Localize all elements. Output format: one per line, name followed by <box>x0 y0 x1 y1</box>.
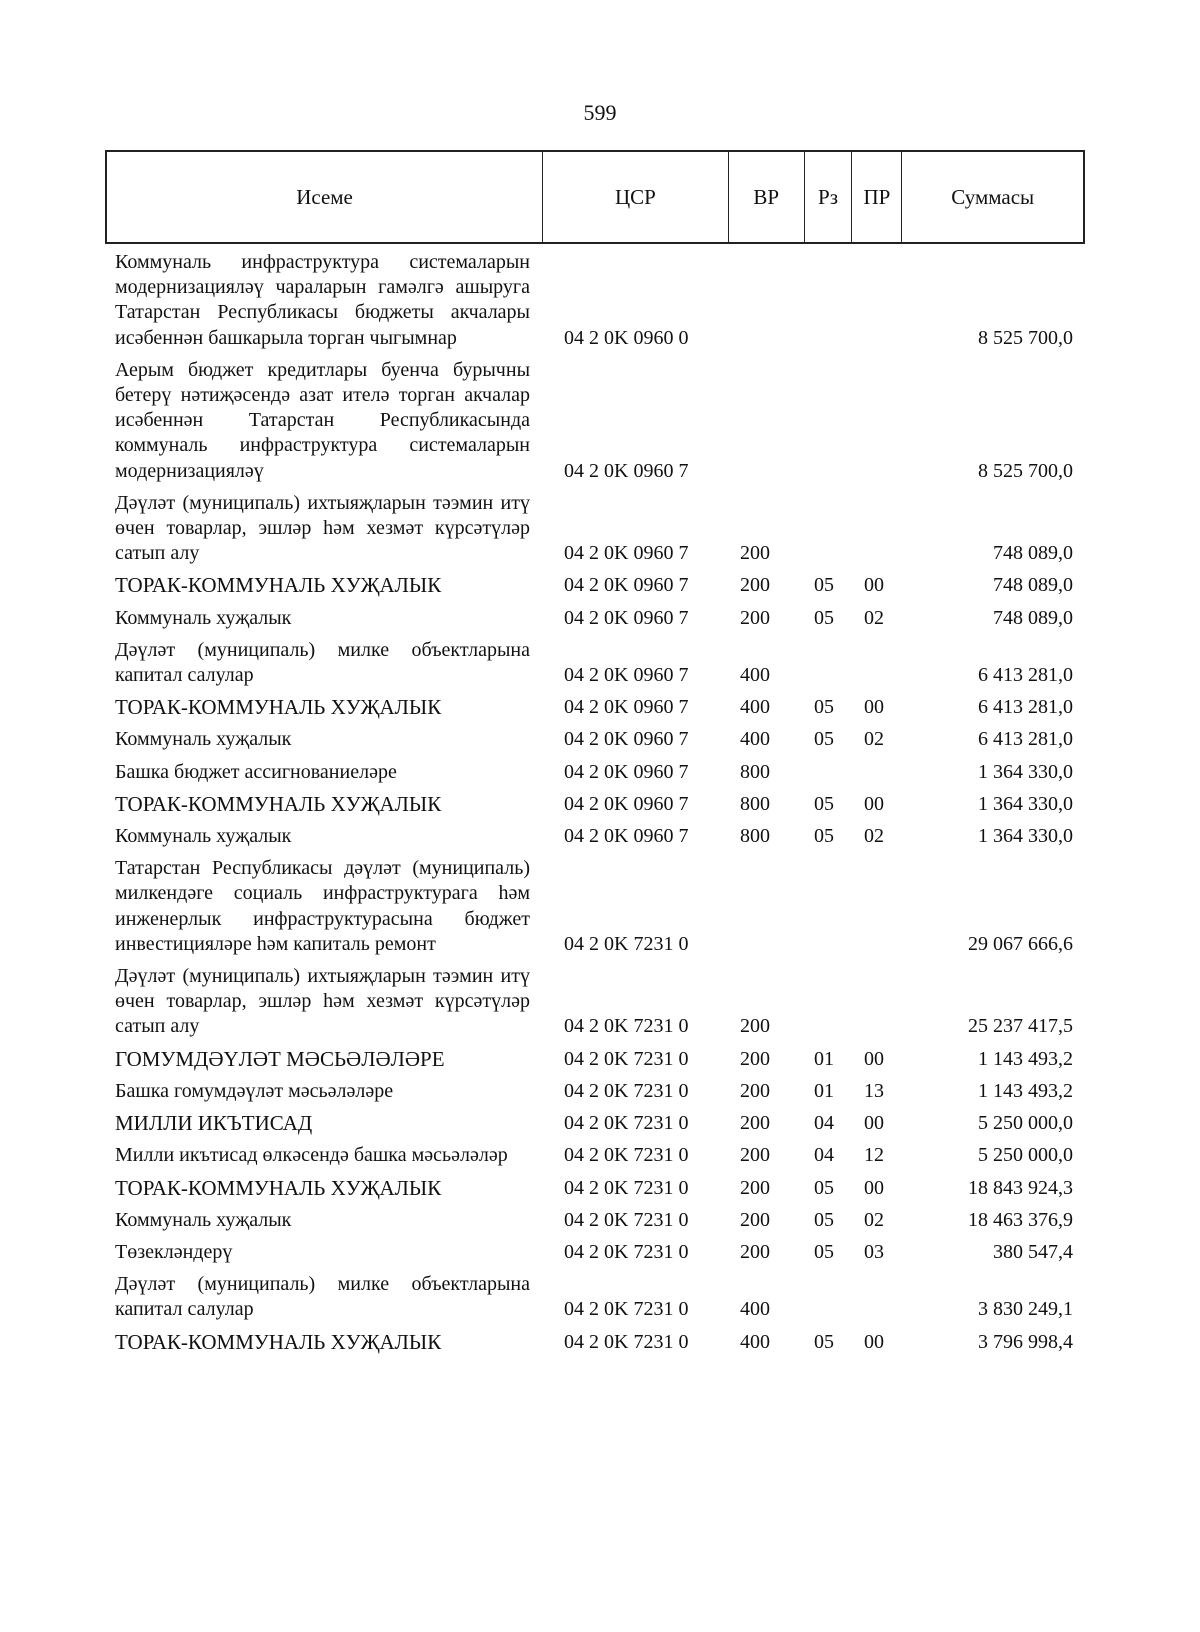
cell-pr: 00 <box>864 574 884 597</box>
cell-csr: 04 2 0K 7231 0 <box>564 1015 689 1038</box>
cell-pr: 02 <box>864 728 884 751</box>
cell-vr: 200 <box>740 606 770 629</box>
cell-csr: 04 2 0K 7231 0 <box>564 1079 689 1102</box>
cell-pr: 02 <box>864 606 884 629</box>
cell-vr: 200 <box>740 1240 770 1263</box>
table-row <box>105 727 1085 752</box>
cell-rz: 05 <box>814 1176 834 1199</box>
cell-vr: 400 <box>740 696 770 719</box>
cell-csr: 04 2 0K 7231 0 <box>564 932 689 955</box>
cell-sum: 1 143 493,2 <box>978 1047 1073 1070</box>
cell-sum: 1 143 493,2 <box>978 1079 1073 1102</box>
cell-vr: 400 <box>740 728 770 751</box>
cell-rz: 05 <box>814 1208 834 1231</box>
cell-pr: 00 <box>864 792 884 815</box>
cell-name: ТОРАК-КОММУНАЛЬ ХУҖАЛЫК <box>115 695 442 720</box>
cell-rz: 04 <box>814 1112 834 1135</box>
cell-csr: 04 2 0K 7231 0 <box>564 1112 689 1135</box>
cell-name: ТОРАК-КОММУНАЛЬ ХУҖАЛЫК <box>115 573 442 598</box>
header-name: Исеме <box>107 152 543 242</box>
cell-name: Коммуналь инфраструктура системаларын модернизацияләү чараларын гамәлгә ашыруга Татарстан Республикасы бюджеты акчалары исәбеннән башкарыла торган чыгымнар <box>115 251 530 349</box>
cell-csr: 04 2 0K 0960 7 <box>564 459 689 482</box>
table-row <box>105 358 1085 484</box>
cell-name: Башка гомумдәүләт мәсьәләләре <box>115 1079 394 1102</box>
cell-rz: 01 <box>814 1047 834 1070</box>
table-row <box>105 1143 1085 1168</box>
cell-pr: 00 <box>864 1176 884 1199</box>
cell-name: ТОРАК-КОММУНАЛЬ ХУҖАЛЫК <box>115 1175 442 1200</box>
cell-csr: 04 2 0K 0960 7 <box>564 696 689 719</box>
page-number: 599 <box>583 100 617 125</box>
cell-sum: 18 843 924,3 <box>968 1176 1073 1199</box>
cell-pr: 00 <box>864 696 884 719</box>
cell-csr: 04 2 0K 7231 0 <box>564 1047 689 1070</box>
cell-name: Коммуналь хуҗалык <box>115 728 292 751</box>
table-row <box>105 638 1085 688</box>
cell-sum: 29 067 666,6 <box>968 932 1073 955</box>
cell-name: Дәүләт (муниципаль) ихтыяҗларын тәэмин итү өчен товарлар, эшләр һәм хезмәт күрсәтүләр сатып алу <box>115 965 530 1038</box>
cell-vr: 200 <box>740 1144 770 1167</box>
cell-name: МИЛЛИ ИКЪТИСАД <box>115 1111 313 1136</box>
cell-rz: 05 <box>814 574 834 597</box>
cell-pr: 02 <box>864 825 884 848</box>
cell-vr: 200 <box>740 1208 770 1231</box>
header-vr: ВР <box>729 152 805 242</box>
cell-csr: 04 2 0K 0960 7 <box>564 574 689 597</box>
cell-vr: 800 <box>740 825 770 848</box>
table-row <box>105 1111 1085 1136</box>
cell-name: Татарстан Республикасы дәүләт (муниципаль) милкендәге социаль инфраструктурага һәм инженерлык инфраструктурасына бюджет инвестицияләре һәм капиталь ремонт <box>115 857 530 955</box>
cell-name: Дәүләт (муниципаль) милке объектларына капитал салулар <box>115 638 530 687</box>
cell-csr: 04 2 0K 7231 0 <box>564 1330 689 1353</box>
cell-csr: 04 2 0K 0960 7 <box>564 792 689 815</box>
cell-vr: 200 <box>740 1015 770 1038</box>
cell-vr: 400 <box>740 664 770 687</box>
header-rz: Рз <box>805 152 853 242</box>
table-row <box>105 792 1085 817</box>
cell-name: ГОМУМДӘҮЛӘТ МӘСЬӘЛӘЛӘРЕ <box>115 1046 445 1071</box>
cell-csr: 04 2 0K 0960 7 <box>564 728 689 751</box>
cell-pr: 12 <box>864 1144 884 1167</box>
cell-vr: 400 <box>740 1298 770 1321</box>
cell-csr: 04 2 0K 7231 0 <box>564 1144 689 1167</box>
table-row <box>105 573 1085 598</box>
cell-csr: 04 2 0K 7231 0 <box>564 1240 689 1263</box>
cell-pr: 00 <box>864 1112 884 1135</box>
cell-sum: 6 413 281,0 <box>978 664 1073 687</box>
table-row <box>105 1330 1085 1355</box>
table-row <box>105 1047 1085 1072</box>
table-row <box>105 760 1085 785</box>
cell-sum: 5 250 000,0 <box>978 1112 1073 1135</box>
cell-rz: 05 <box>814 1240 834 1263</box>
table-row <box>105 606 1085 631</box>
cell-csr: 04 2 0K 0960 7 <box>564 664 689 687</box>
cell-csr: 04 2 0K 7231 0 <box>564 1208 689 1231</box>
cell-rz: 04 <box>814 1144 834 1167</box>
cell-sum: 380 547,4 <box>993 1240 1073 1263</box>
cell-sum: 8 525 700,0 <box>978 326 1073 349</box>
cell-name: Төзекләндерү <box>115 1240 233 1263</box>
cell-pr: 00 <box>864 1330 884 1353</box>
cell-sum: 25 237 417,5 <box>968 1015 1073 1038</box>
cell-name: Дәүләт (муниципаль) милке объектларына капитал салулар <box>115 1273 530 1321</box>
cell-csr: 04 2 0K 0960 7 <box>564 825 689 848</box>
cell-sum: 748 089,0 <box>993 606 1073 629</box>
table-row <box>105 491 1085 567</box>
cell-name: Коммуналь хуҗалык <box>115 825 292 848</box>
table-row <box>105 856 1085 957</box>
cell-sum: 6 413 281,0 <box>978 728 1073 751</box>
cell-name: ТОРАК-КОММУНАЛЬ ХУҖАЛЫК <box>115 791 442 816</box>
table-body <box>105 250 1085 1362</box>
table-row <box>105 824 1085 849</box>
cell-vr: 200 <box>740 542 770 565</box>
table-row <box>105 695 1085 720</box>
cell-sum: 1 364 330,0 <box>978 825 1073 848</box>
cell-vr: 200 <box>740 1079 770 1102</box>
cell-sum: 5 250 000,0 <box>978 1144 1073 1167</box>
cell-name: Милли икътисад өлкәсендә башка мәсьәләләр <box>115 1144 508 1167</box>
cell-rz: 05 <box>814 825 834 848</box>
cell-pr: 02 <box>864 1208 884 1231</box>
cell-csr: 04 2 0K 7231 0 <box>564 1298 689 1321</box>
table-row <box>105 1272 1085 1322</box>
cell-csr: 04 2 0K 0960 7 <box>564 760 689 783</box>
table-row <box>105 1079 1085 1104</box>
cell-vr: 800 <box>740 760 770 783</box>
cell-rz: 05 <box>814 792 834 815</box>
cell-name: Аерым бюджет кредитлары буенча бурычны бетерү нәтиҗәсендә азат ителә торган акчалар исәбеннән Татарстан Республикасында коммуналь инфраструктура системаларын модернизацияләү <box>115 358 530 482</box>
cell-vr: 800 <box>740 792 770 815</box>
cell-sum: 6 413 281,0 <box>978 696 1073 719</box>
cell-name: Дәүләт (муниципаль) ихтыяҗларын тәэмин итү өчен товарлар, эшләр һәм хезмәт күрсәтүләр сатып алу <box>115 491 530 565</box>
table-row <box>105 1240 1085 1265</box>
cell-rz: 01 <box>814 1079 834 1102</box>
cell-rz: 05 <box>814 606 834 629</box>
cell-vr: 200 <box>740 574 770 597</box>
cell-vr: 200 <box>740 1112 770 1135</box>
cell-rz: 05 <box>814 696 834 719</box>
header-sum: Суммасы <box>951 184 1035 209</box>
table-row <box>105 1208 1085 1233</box>
cell-rz: 05 <box>814 728 834 751</box>
table-row <box>105 964 1085 1040</box>
cell-csr: 04 2 0K 0960 0 <box>564 326 689 349</box>
cell-sum: 748 089,0 <box>993 574 1073 597</box>
cell-vr: 200 <box>740 1047 770 1070</box>
cell-sum: 1 364 330,0 <box>978 760 1073 783</box>
cell-csr: 04 2 0K 0960 7 <box>564 606 689 629</box>
cell-pr: 03 <box>864 1240 884 1263</box>
table-row <box>105 250 1085 351</box>
cell-rz: 05 <box>814 1330 834 1353</box>
header-pr: ПР <box>852 152 902 242</box>
table-row <box>105 1176 1085 1201</box>
header-csr: ЦСР <box>543 152 729 242</box>
cell-csr: 04 2 0K 7231 0 <box>564 1176 689 1199</box>
cell-name: ТОРАК-КОММУНАЛЬ ХУҖАЛЫК <box>115 1329 442 1354</box>
cell-sum: 18 463 376,9 <box>968 1208 1073 1231</box>
cell-csr: 04 2 0K 0960 7 <box>564 542 689 565</box>
table-header <box>105 150 1085 244</box>
cell-pr: 00 <box>864 1047 884 1070</box>
cell-sum: 8 525 700,0 <box>978 459 1073 482</box>
cell-sum: 748 089,0 <box>993 542 1073 565</box>
cell-vr: 400 <box>740 1330 770 1353</box>
cell-sum: 1 364 330,0 <box>978 792 1073 815</box>
cell-name: Башка бюджет ассигнованиеләре <box>115 760 397 783</box>
cell-name: Коммуналь хуҗалык <box>115 606 292 629</box>
cell-sum: 3 830 249,1 <box>978 1298 1073 1321</box>
cell-sum: 3 796 998,4 <box>978 1330 1073 1353</box>
cell-pr: 13 <box>864 1079 884 1102</box>
cell-name: Коммуналь хуҗалык <box>115 1208 292 1231</box>
cell-vr: 200 <box>740 1176 770 1199</box>
